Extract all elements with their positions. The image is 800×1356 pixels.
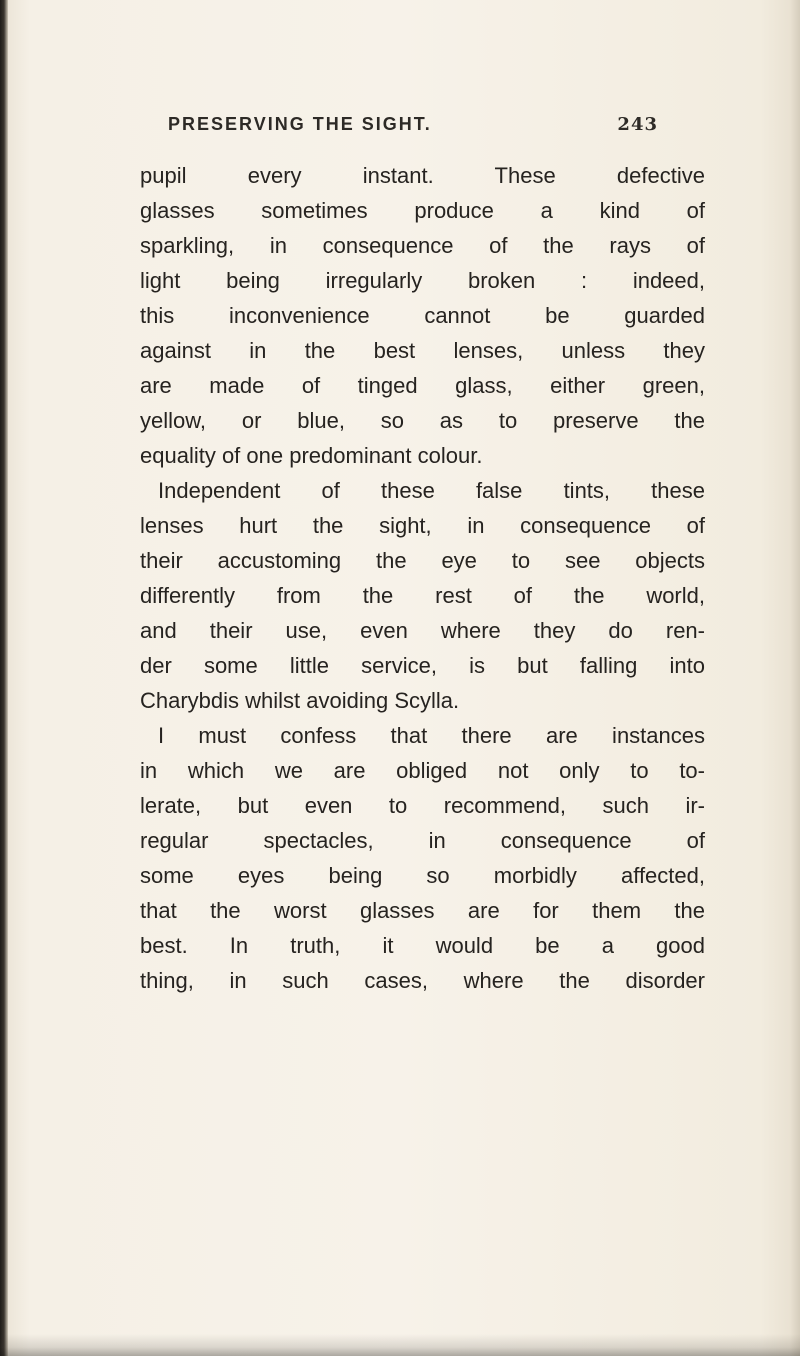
body-text	[140, 158, 705, 998]
text-line: sparkling, in consequence of the rays of	[140, 233, 705, 258]
text-line: I must confess that there are instances	[158, 723, 705, 748]
text-line: are made of tinged glass, either green,	[140, 373, 705, 398]
text-line: in which we are obliged not only to to-	[140, 758, 705, 783]
text-line: Charybdis whilst avoiding Scylla.	[140, 688, 460, 713]
page-edge	[790, 0, 800, 1356]
text-line: best. In truth, it would be a good	[140, 933, 705, 958]
text-line: their accustoming the eye to see objects	[140, 548, 705, 573]
text-line: thing, in such cases, where the disorder	[140, 968, 705, 993]
text-line: light being irregularly broken : indeed,	[140, 268, 705, 293]
text-line: equality of one predominant colour.	[140, 443, 483, 468]
text-line: der some little service, is but falling into	[140, 653, 705, 678]
running-header	[168, 114, 658, 144]
running-title: PRESERVING THE SIGHT.	[168, 114, 432, 134]
text-line: that the worst glasses are for them the	[140, 898, 705, 923]
text-line: some eyes being so morbidly affected,	[140, 863, 705, 888]
text-line: pupil every instant. These defective	[140, 163, 705, 188]
page-number: 243	[617, 114, 658, 135]
text-line: lenses hurt the sight, in consequence of	[140, 513, 705, 538]
text-line: Independent of these false tints, these	[158, 478, 705, 503]
book-gutter	[0, 0, 8, 1356]
text-line: yellow, or blue, so as to preserve the	[140, 408, 705, 433]
text-line: and their use, even where they do ren-	[140, 618, 705, 643]
text-line: this inconvenience cannot be guarded	[140, 303, 705, 328]
text-line: differently from the rest of the world,	[140, 583, 705, 608]
text-line: regular spectacles, in consequence of	[140, 828, 705, 853]
text-line: glasses sometimes produce a kind of	[140, 198, 705, 223]
text-line: lerate, but even to recommend, such ir-	[140, 793, 705, 818]
page-bottom-shadow	[0, 1334, 800, 1356]
text-line: against in the best lenses, unless they	[140, 338, 705, 363]
